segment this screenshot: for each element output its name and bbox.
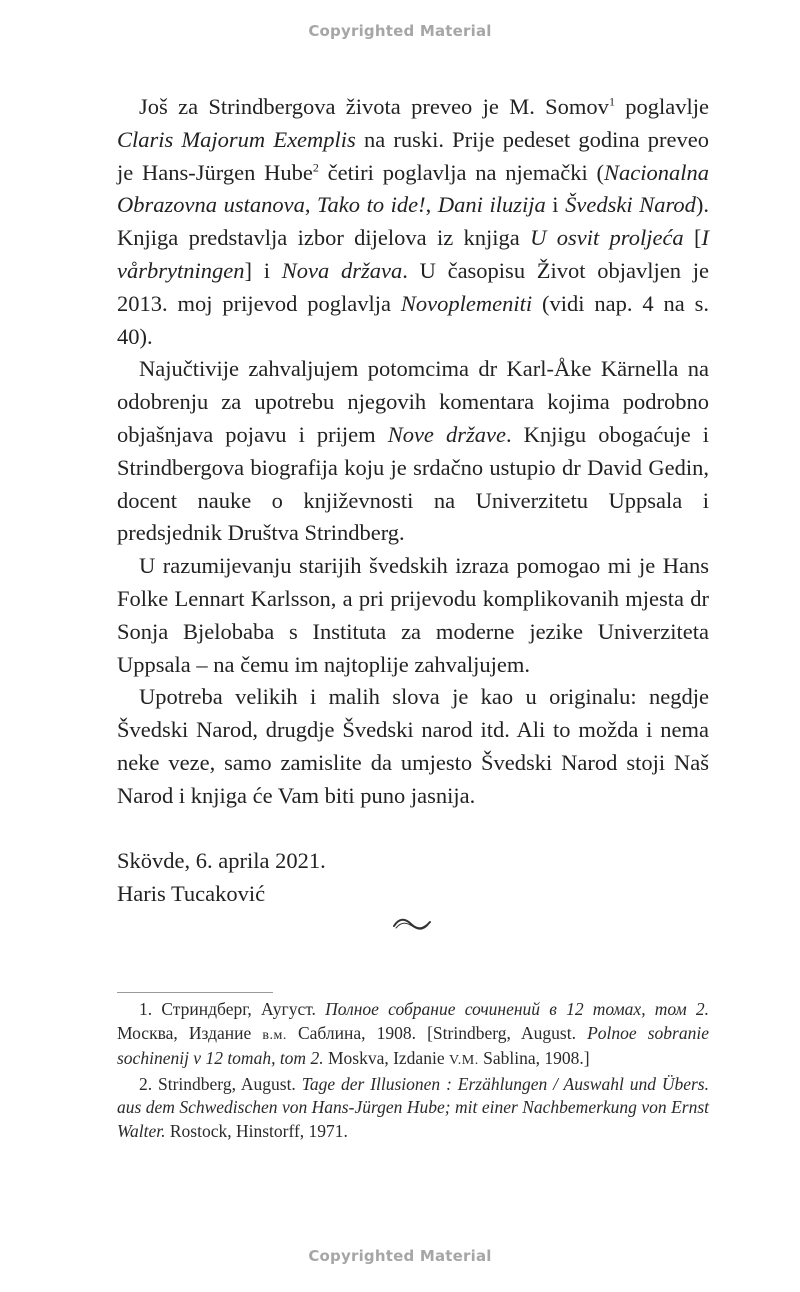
text-run: Саблина, 1908. [Strindberg, August. <box>286 1022 588 1043</box>
footnotes <box>117 998 709 1143</box>
footnote-2 <box>117 1073 709 1144</box>
place-date: Skövde, 6. aprila 2021. <box>117 848 326 874</box>
text-run: na ruski. Prije pedeset godina preveo je Hans-Jürgen Hube <box>117 126 710 185</box>
text-run: . Knjigu obogaćuje i Strindbergova biografija koju je srdačno ustupio dr David Gedin, docent nauke o književnosti na Univerzitetu Uppsala i predsjednik Društva Strindberg. <box>117 421 709 546</box>
paragraph-4: Upotreba velikih i malih slova je kao u originalu: negdje Švedski Narod, drugdje Švedski narod itd. Ali to možda i nema neke veze, samo zamislite da umjesto Švedski Narod stoji Naš Narod i knjiga će Vam biti puno jasnija. <box>117 684 709 808</box>
text-run: , <box>425 192 438 218</box>
tilde-ornament-icon <box>390 913 434 935</box>
footnote-ref-2[interactable]: 2 <box>312 160 319 175</box>
footnote-divider <box>117 992 273 993</box>
footnote-number: 2. <box>139 1073 153 1094</box>
paragraph-3: U razumijevanju starijih švedskih izraza pomogao mi je Hans Folke Lennart Karlsson, a pri prijevodu komplikovanih mjesta dr Sonja Bjelobaba s Instituta za moderne jezike Univerziteta Uppsala – na čemu im najtoplije zahvaljujem. <box>117 553 709 677</box>
footnote-number: 1. <box>139 999 153 1019</box>
text-run: poglavlje <box>614 94 709 119</box>
title-italic: Nove države <box>387 421 506 447</box>
text-run: Москва, Издание <box>117 1022 263 1043</box>
paragraph-2 <box>117 353 709 550</box>
title-italic: Tage der Illusionen : Erzählungen / Auswahl und Übers. aus dem Schwedischen von Hans-Jürgen Hube; mit einer Nachbemerkung von Ernst Walter. <box>117 1073 709 1141</box>
title-italic: Nacionalna Obrazovna ustanova <box>117 159 710 218</box>
text-run: . U časopisu Život objavljen je 2013. moj prijevod poglavlja <box>117 257 710 316</box>
small-caps-initials: в.м. <box>262 1027 287 1043</box>
text-run: Moskva, Izdanie <box>323 1048 449 1068</box>
text-run: , <box>304 192 318 218</box>
small-caps-initials: V.M. <box>448 1053 479 1068</box>
author-name: Haris Tucaković <box>117 881 266 907</box>
paragraph-1 <box>117 91 709 353</box>
text-run: ] i <box>244 257 282 283</box>
title-italic: Polnoe sobranie sochinenij v 12 tomah, tom 2. <box>117 1022 709 1068</box>
text-run: (vidi nap. 4 na s. 40). <box>117 290 709 349</box>
title-italic: Novoplemeniti <box>400 290 533 316</box>
footnote-ref-1[interactable]: 1 <box>608 94 615 109</box>
title-italic: Švedski Narod <box>565 192 696 218</box>
main-text <box>117 91 709 911</box>
signature-block <box>117 845 709 911</box>
text-run: Sablina, 1908.] <box>478 1048 590 1068</box>
watermark-bottom: Copyrighted Material <box>308 1247 492 1265</box>
text-run: ). Knjiga predstavlja izbor dijelova iz knjiga <box>117 192 709 251</box>
title-italic: Dani iluzija <box>437 192 546 218</box>
footnote-1 <box>117 998 709 1073</box>
title-italic: U osvit proljeća <box>530 225 684 251</box>
text-run: četiri poglavlja na njemački ( <box>318 159 605 185</box>
text-run: Стриндберг, Аугуст. <box>152 999 326 1019</box>
text-run: Strindberg, August. <box>152 1073 302 1094</box>
text-run: Rostock, Hinstorff, 1971. <box>165 1120 348 1141</box>
title-italic: Tako to ide! <box>317 192 426 218</box>
title-italic: I vårbrytningen <box>117 225 710 283</box>
title-italic: Nova država <box>281 257 403 283</box>
title-italic: Полное собрание сочинений в 12 томах, том 2. <box>325 999 710 1019</box>
text-run: [ <box>683 225 702 251</box>
text-run: Najučtivije zahvaljujem potomcima dr Karl-Åke Kärnella na odobrenju za upotrebu njegovih komentara kojima podrobno objašnjava pojavu i prijem <box>117 356 709 447</box>
title-italic: Claris Majorum Exemplis <box>117 126 356 152</box>
watermark-top: Copyrighted Material <box>308 22 492 40</box>
text-run: Još za Strindbergova života preveo je M. Somov <box>139 94 609 119</box>
text-run: i <box>545 192 566 218</box>
